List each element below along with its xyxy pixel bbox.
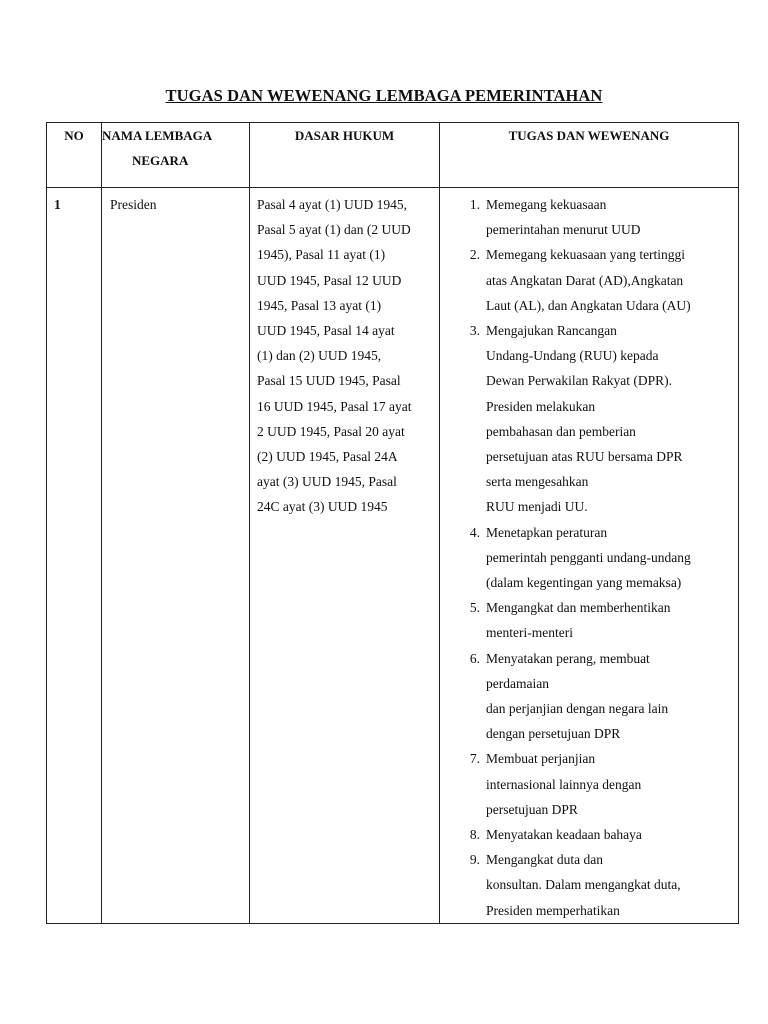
list-item-number: 5. [469, 600, 480, 616]
list-item-line: Mengangkat duta dan [486, 852, 603, 868]
list-item-text [486, 822, 738, 847]
header-no: NO [47, 123, 102, 188]
dasar-hukum-line: (2) UUD 1945, Pasal 24A [257, 449, 398, 465]
header-nama-lembaga-line1: NAMA LEMBAGA [102, 128, 213, 143]
row-number: 1 [54, 197, 61, 212]
dasar-hukum-line: ayat (3) UUD 1945, Pasal [257, 474, 397, 490]
dasar-hukum-line: Pasal 15 UUD 1945, Pasal [257, 373, 401, 389]
dasar-hukum-line: 1945), Pasal 11 ayat (1) [257, 247, 386, 263]
list-item-line: menteri-menteri [486, 625, 573, 641]
dasar-hukum-line: UUD 1945, Pasal 14 ayat [257, 323, 395, 339]
list-item-line: perdamaian [486, 675, 549, 691]
list-item-number: 3. [469, 323, 480, 339]
dasar-hukum-line: (1) dan (2) UUD 1945, [257, 348, 382, 364]
list-item [440, 520, 738, 596]
list-item-line: Menyatakan perang, membuat [486, 650, 650, 666]
nama-lembaga-value: Presiden [110, 197, 157, 212]
list-item [440, 822, 738, 847]
list-item-number: 2. [469, 247, 480, 263]
list-item-line: Mengajukan Rancangan [486, 323, 617, 339]
dasar-hukum-line: 1945, Pasal 13 ayat (1) [257, 297, 382, 313]
dasar-hukum-line: Pasal 5 ayat (1) dan (2 UUD [257, 222, 411, 238]
list-item-line: RUU menjadi UU. [486, 499, 588, 515]
list-item-line: dan perjanjian dengan negara lain [486, 701, 669, 717]
lembaga-table [46, 122, 739, 924]
table-row [47, 188, 739, 924]
list-item-line: dengan persetujuan DPR [486, 726, 621, 742]
list-item [440, 847, 738, 923]
list-item-text [486, 192, 738, 242]
list-item-line: Menetapkan peraturan [486, 524, 608, 540]
list-item-number: 7. [469, 751, 480, 767]
list-item-text [486, 746, 738, 822]
list-item-number: 6. [469, 650, 480, 666]
header-tugas: TUGAS DAN WEWENANG [440, 123, 739, 188]
dasar-hukum-text [250, 188, 439, 520]
dasar-hukum-line: Pasal 4 ayat (1) UUD 1945, [257, 197, 407, 212]
list-item-text [486, 595, 738, 645]
list-item [440, 192, 738, 242]
list-item-text [486, 242, 738, 318]
list-item-line: Presiden memperhatikan [486, 902, 620, 918]
list-item-line: Memegang kekuasaan yang tertinggi [486, 247, 686, 263]
list-item [440, 595, 738, 645]
list-item-line: konsultan. Dalam mengangkat duta, [486, 877, 681, 893]
tugas-list [440, 188, 738, 923]
list-item-line: pemerintahan menurut UUD [486, 222, 641, 238]
dasar-hukum-line: UUD 1945, Pasal 12 UUD [257, 272, 402, 288]
dasar-hukum-line: 16 UUD 1945, Pasal 17 ayat [257, 398, 412, 414]
list-item [440, 242, 738, 318]
list-item-line: Memegang kekuasaan [486, 197, 607, 212]
list-item-line: Undang-Undang (RUU) kepada [486, 348, 659, 364]
list-item-line: Presiden melakukan [486, 398, 596, 414]
list-item-number: 9. [469, 852, 480, 868]
list-item-line: serta mengesahkan [486, 474, 589, 490]
header-nama-lembaga [102, 123, 250, 188]
cell-tugas [440, 188, 739, 924]
list-item [440, 746, 738, 822]
cell-dasar-hukum [250, 188, 440, 924]
list-item-text [486, 646, 738, 747]
list-item-text [486, 847, 738, 923]
header-nama-lembaga-line2: NEGARA [132, 153, 189, 168]
list-item-line: Mengangkat dan memberhentikan [486, 600, 671, 616]
cell-no [47, 188, 102, 924]
list-item-line: (dalam kegentingan yang memaksa) [486, 575, 682, 591]
list-item-text [486, 318, 738, 520]
list-item [440, 318, 738, 520]
list-item-line: persetujuan atas RUU bersama DPR [486, 449, 683, 465]
document-title: TUGAS DAN WEWENANG LEMBAGA PEMERINTAHAN [165, 86, 603, 105]
list-item-line: pembahasan dan pemberian [486, 423, 636, 439]
list-item-text [486, 520, 738, 596]
dasar-hukum-line: 2 UUD 1945, Pasal 20 ayat [257, 423, 405, 439]
list-item-line: Dewan Perwakilan Rakyat (DPR). [486, 373, 672, 389]
list-item [440, 646, 738, 747]
list-item-line: internasional lainnya dengan [486, 776, 642, 792]
header-dasar-hukum: DASAR HUKUM [250, 123, 440, 188]
list-item-line: Membuat perjanjian [486, 751, 596, 767]
list-item-number: 4. [469, 524, 480, 540]
dasar-hukum-line: 24C ayat (3) UUD 1945 [257, 499, 388, 515]
list-item-line: Menyatakan keadaan bahaya [486, 827, 642, 843]
table-header-row [47, 123, 739, 188]
list-item-line: atas Angkatan Darat (AD),Angkatan [486, 272, 684, 288]
list-item-number: 8. [469, 827, 480, 843]
list-item-line: Laut (AL), dan Angkatan Udara (AU) [486, 297, 691, 313]
list-item-line: persetujuan DPR [486, 801, 578, 817]
list-item-line: pemerintah pengganti undang-undang [486, 549, 691, 565]
cell-nama-lembaga [102, 188, 250, 924]
list-item-number: 1. [469, 197, 480, 212]
